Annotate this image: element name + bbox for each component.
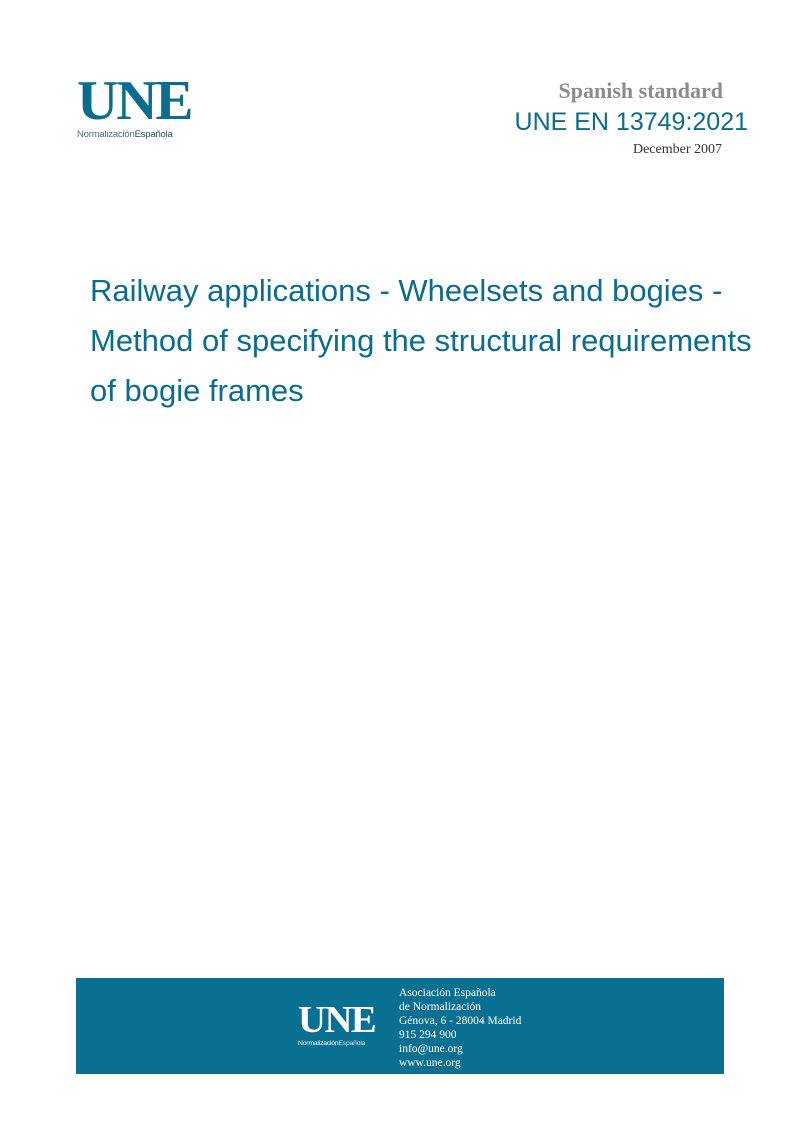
footer-logo-text: UNE [298, 999, 376, 1041]
org-address: Génova, 6 - 28004 Madrid [399, 1015, 522, 1027]
organization-info [399, 986, 521, 1070]
org-email: info@une.org [399, 1043, 463, 1055]
org-website: www.une.org [399, 1057, 461, 1069]
logo-tagline-part1: Normalización [77, 129, 135, 140]
document-title: Railway applications - Wheelsets and bogies - Method of specifying the structural requirements of bogie frames [90, 273, 752, 408]
footer-logo-tagline [298, 1040, 388, 1047]
footer-logo-tagline-part1: Normalización [298, 1040, 339, 1047]
standard-label: Spanish standard [558, 78, 723, 103]
logo-tagline-part2: Española [134, 129, 173, 140]
org-phone: 915 294 900 [399, 1029, 457, 1041]
org-name-line1: Asociación Española [399, 987, 496, 999]
org-name-line2: de Normalización [399, 1001, 482, 1013]
standard-date: December 2007 [632, 142, 722, 157]
footer-band [76, 978, 724, 1074]
footer-une-logo [298, 999, 388, 1047]
logo-text: UNE [77, 70, 192, 132]
standard-code: UNE EN 13749:2021 [514, 108, 748, 136]
footer-logo-tagline-part2: Española [338, 1040, 366, 1047]
une-logo [77, 70, 197, 140]
